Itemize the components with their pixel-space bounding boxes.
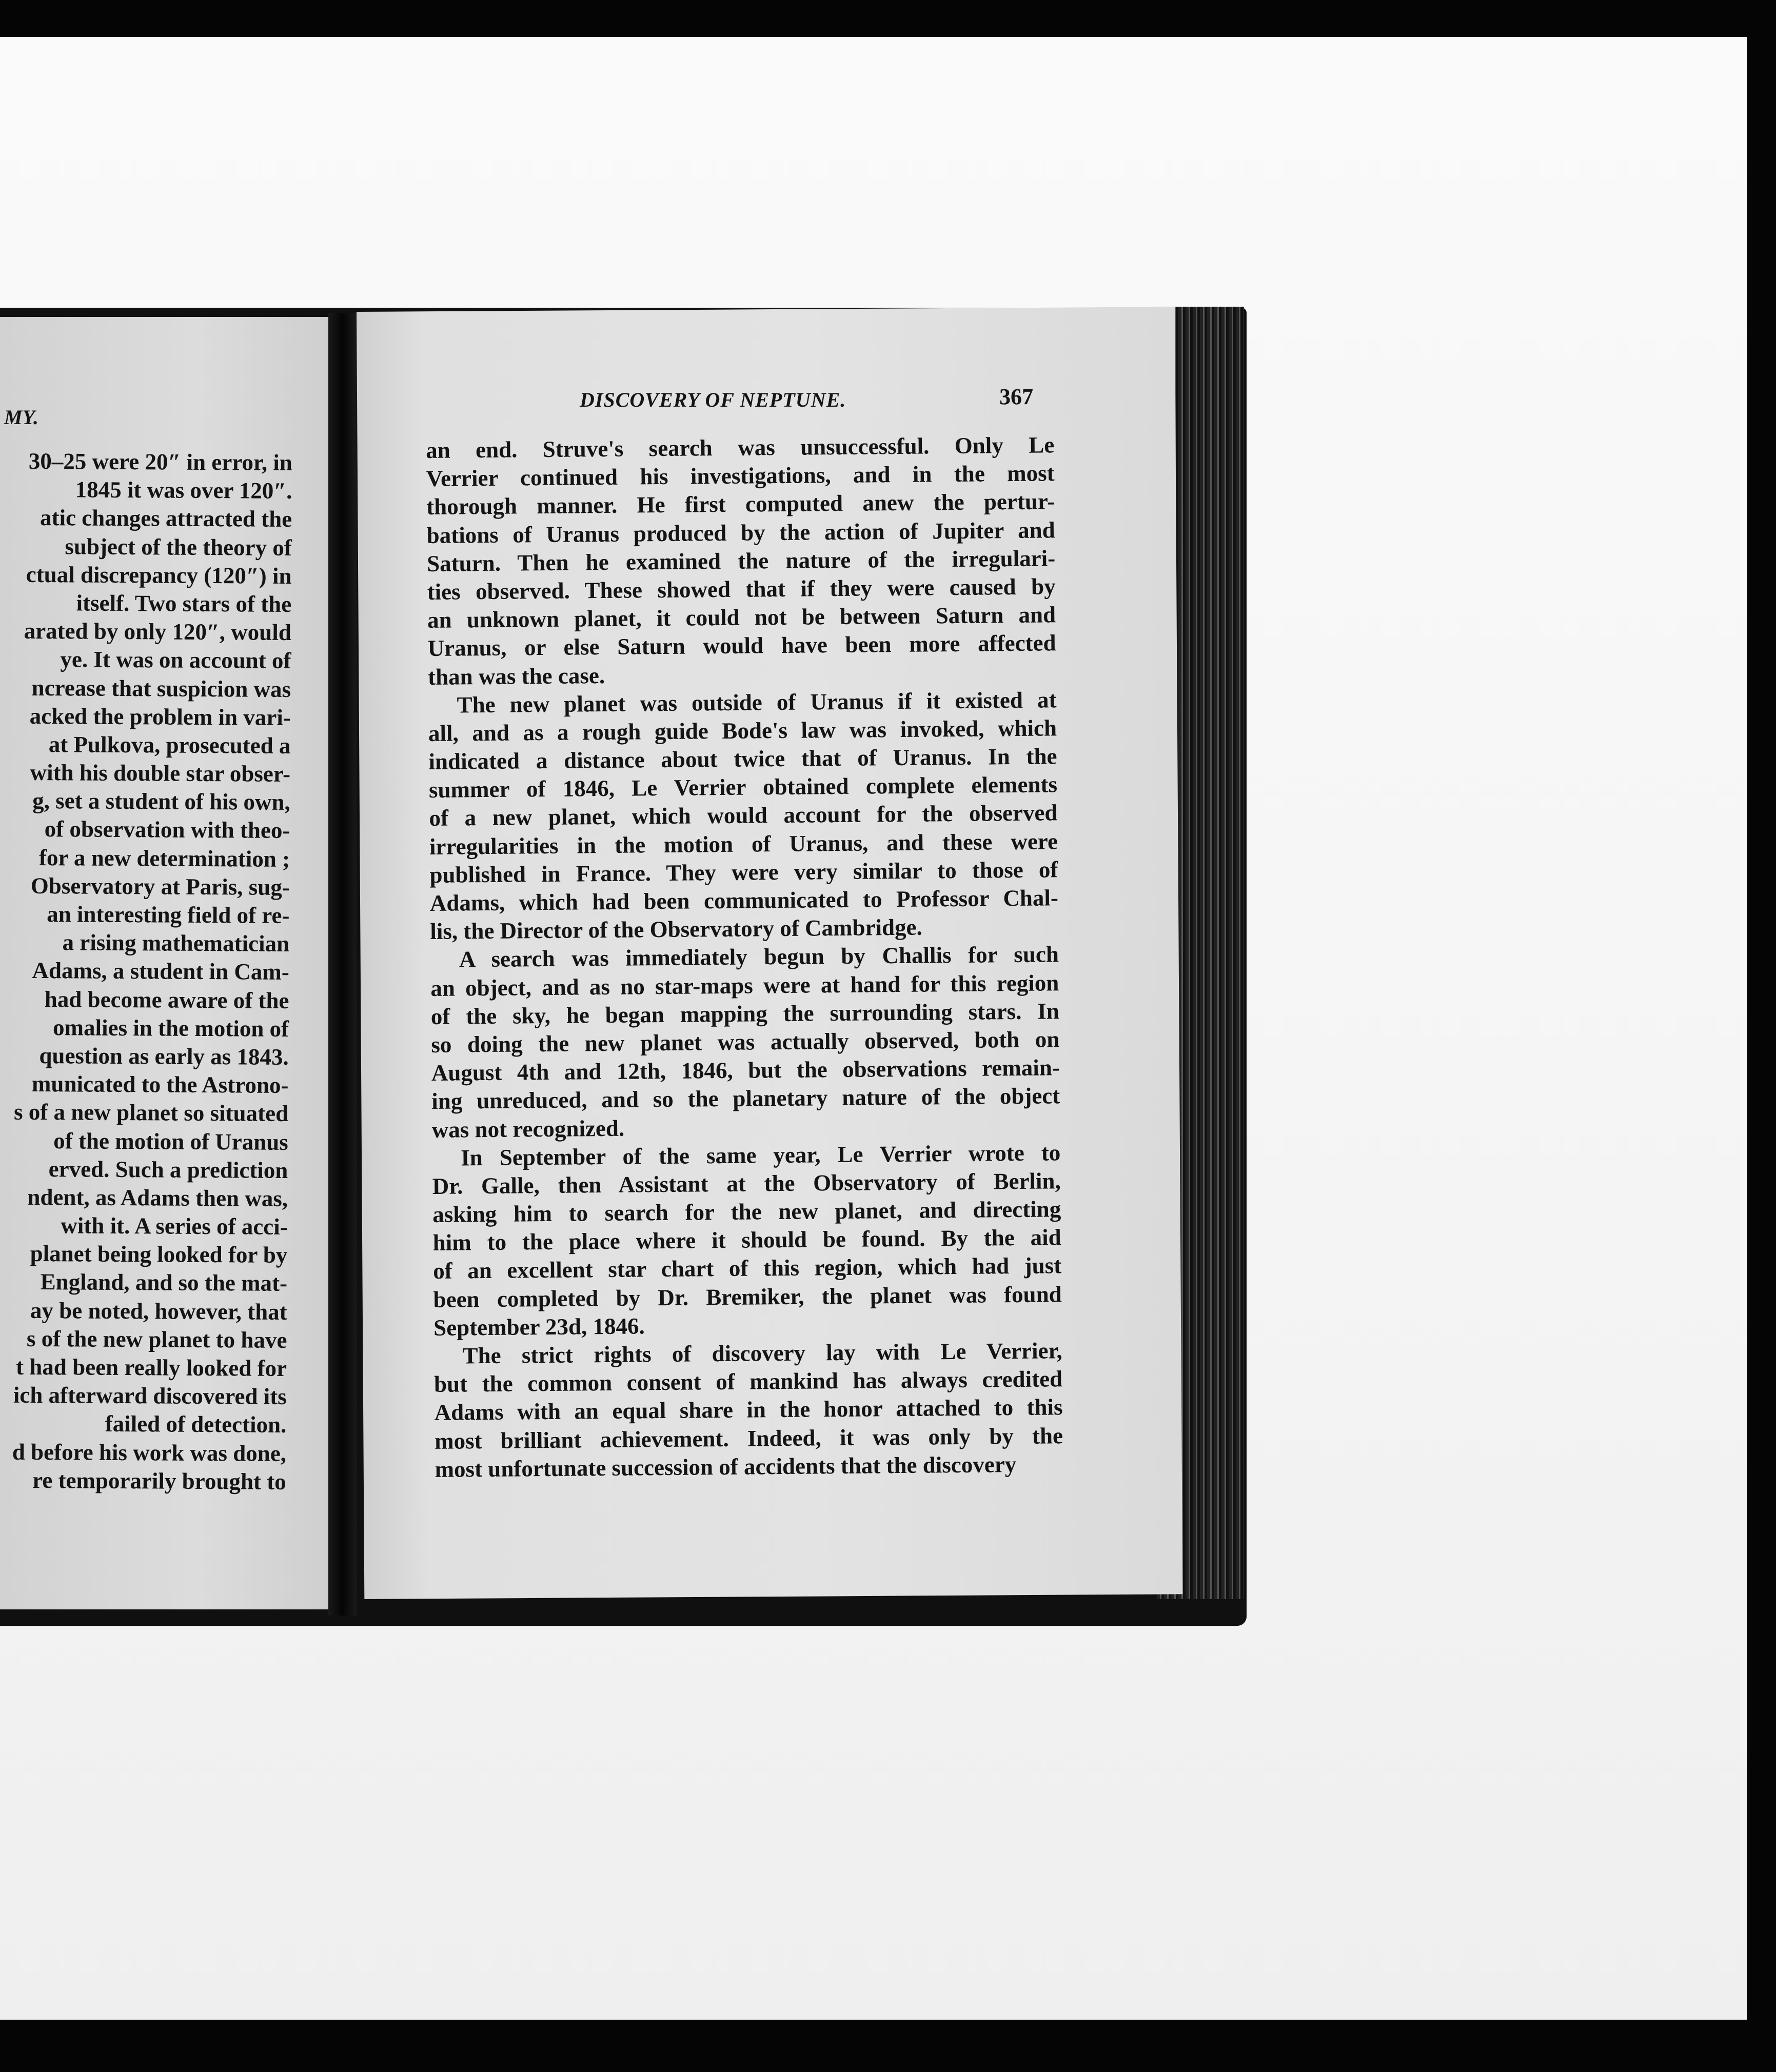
text-line: omalies in the motion of xyxy=(52,1014,289,1042)
text-line: thorough manner. He first computed anew the pertur- xyxy=(426,488,1055,520)
text-line: Adams, a student in Cam- xyxy=(32,958,289,985)
text-line: bations of Uranus produced by the action of Jupiter and xyxy=(426,516,1055,548)
text-line: ay be noted, however, that xyxy=(30,1297,287,1325)
text-line: England, and so the mat- xyxy=(40,1269,288,1297)
text-line: with it. A series of acci- xyxy=(61,1212,288,1240)
text-line: an interesting field of re- xyxy=(47,901,290,928)
text-line: asking him to search for the new planet, and directing xyxy=(432,1196,1061,1228)
text-line: most unfortunate succession of accidents that the discovery xyxy=(435,1451,1017,1482)
text-line: planet being looked for by xyxy=(30,1241,288,1268)
text-line: ties observed. These showed that if they were caused by xyxy=(427,573,1056,605)
text-line: for a new determination ; xyxy=(38,844,290,872)
text-line: of the motion of Uranus xyxy=(53,1127,288,1155)
text-line: arated by only 120″, would xyxy=(24,617,291,646)
text-line: Adams with an equal share in the honor attached to this xyxy=(434,1394,1063,1426)
text-line: published in France. They were very similar to those of xyxy=(429,856,1058,888)
text-line: Observatory at Paris, sug- xyxy=(30,872,290,900)
right-page-text xyxy=(426,431,1063,1484)
text-line: re temporarily brought to xyxy=(32,1467,286,1495)
text-line: ncrease that suspicion was xyxy=(31,674,291,702)
text-line: The new planet was outside of Uranus if it existed at xyxy=(457,686,1057,718)
text-line: of the sky, he began mapping the surrounding stars. In xyxy=(430,998,1060,1029)
text-line: Uranus, or else Saturn would have been more affected xyxy=(427,630,1056,662)
text-line: Saturn. Then he examined the nature of the irregulari- xyxy=(426,545,1056,576)
text-line: of an excellent star chart of this region, which had just xyxy=(432,1252,1062,1284)
text-line: at Pulkova, prosecuted a xyxy=(48,731,291,759)
text-line: 30–25 were 20″ in error, in xyxy=(28,448,292,475)
text-line: subject of the theory of xyxy=(65,533,292,561)
running-head: DISCOVERY OF NEPTUNE. xyxy=(580,388,846,411)
text-line: an unknown planet, it could not be between Saturn and xyxy=(427,602,1056,633)
text-line: Dr. Galle, then Assistant at the Observatory of Berlin, xyxy=(432,1168,1061,1199)
text-line: question as early as 1843. xyxy=(39,1042,289,1070)
film-border-right xyxy=(1747,31,1776,2026)
text-line: Verrier continued his investigations, and in the most xyxy=(426,460,1055,492)
text-line: lis, the Director of the Observatory of Cambridge. xyxy=(430,914,923,945)
left-page-text-clip xyxy=(0,317,308,1609)
text-line: d before his work was done, xyxy=(12,1439,287,1466)
text-line: him to the place where it should be found. By the aid xyxy=(432,1224,1061,1256)
text-line: had become aware of the xyxy=(44,986,289,1013)
text-line: s of the new planet to have xyxy=(26,1325,287,1353)
text-line: ing unreduced, and so the planetary nature of the object xyxy=(431,1083,1060,1114)
text-line: A search was immediately begun by Challis for such xyxy=(459,941,1059,972)
text-line: of observation with theo- xyxy=(44,816,290,844)
text-line: indicated a distance about twice that of Uranus. In the xyxy=(428,743,1057,775)
text-line: t had been really looked for xyxy=(15,1353,287,1381)
text-line: was not recognized. xyxy=(431,1115,625,1143)
text-line: an end. Struve's search was unsuccessful. Only Le xyxy=(426,432,1055,463)
text-line: In September of the same year, Le Verrier wrote to xyxy=(461,1139,1061,1171)
text-line: irregularities in the motion of Uranus, and these were xyxy=(429,828,1058,860)
text-line: The strict rights of discovery lay with Le Verrier, xyxy=(462,1338,1062,1369)
text-line: with his double star obser- xyxy=(30,759,291,787)
text-line: ye. It was on account of xyxy=(60,646,291,674)
text-line: all, and as a rough guide Bode's law was invoked, which xyxy=(428,715,1057,746)
text-line: September 23d, 1846. xyxy=(433,1313,645,1341)
left-page-text xyxy=(0,446,292,1497)
text-line: municated to the Astrono- xyxy=(31,1071,289,1099)
text-line: been completed by Dr. Bremiker, the planet was found xyxy=(433,1281,1062,1312)
text-line: than was the case. xyxy=(427,662,605,690)
text-line: ich afterward discovered its xyxy=(13,1382,287,1410)
text-line: ctual discrepancy (120″) in xyxy=(26,561,292,589)
film-border-bottom xyxy=(0,2020,1776,2072)
book-gutter xyxy=(328,313,357,1616)
text-line: g, set a student of his own, xyxy=(32,788,290,815)
left-running-head: MY. xyxy=(4,406,39,429)
text-line: ndent, as Adams then was, xyxy=(27,1184,288,1211)
text-line: Adams, which had been communicated to Professor Chal- xyxy=(429,885,1059,916)
text-line: atic changes attracted the xyxy=(40,505,292,532)
text-line: an object, and as no star-maps were at hand for this region xyxy=(430,969,1059,1001)
text-line: August 4th and 12th, 1846, but the observations remain- xyxy=(431,1054,1060,1086)
text-line: acked the problem in vari- xyxy=(29,703,291,730)
text-line: failed of detection. xyxy=(105,1411,287,1438)
text-line: of a new planet, which would account for the observed xyxy=(429,800,1058,831)
page-number: 367 xyxy=(999,384,1033,409)
text-line: but the common consent of mankind has always credited xyxy=(433,1366,1063,1398)
text-line: itself. Two stars of the xyxy=(76,590,292,617)
text-line: s of a new planet so situated xyxy=(13,1099,289,1127)
text-line: a rising mathematician xyxy=(62,929,290,957)
text-line: so doing the new planet was actually observed, both on xyxy=(431,1026,1060,1058)
text-line: most brilliant achievement. Indeed, it was only by the xyxy=(434,1422,1063,1454)
text-line: 1845 it was over 120″. xyxy=(75,476,292,504)
text-line: erved. Such a prediction xyxy=(48,1155,288,1183)
film-border-top xyxy=(0,0,1776,37)
text-line: summer of 1846, Le Verrier obtained complete elements xyxy=(428,771,1058,803)
